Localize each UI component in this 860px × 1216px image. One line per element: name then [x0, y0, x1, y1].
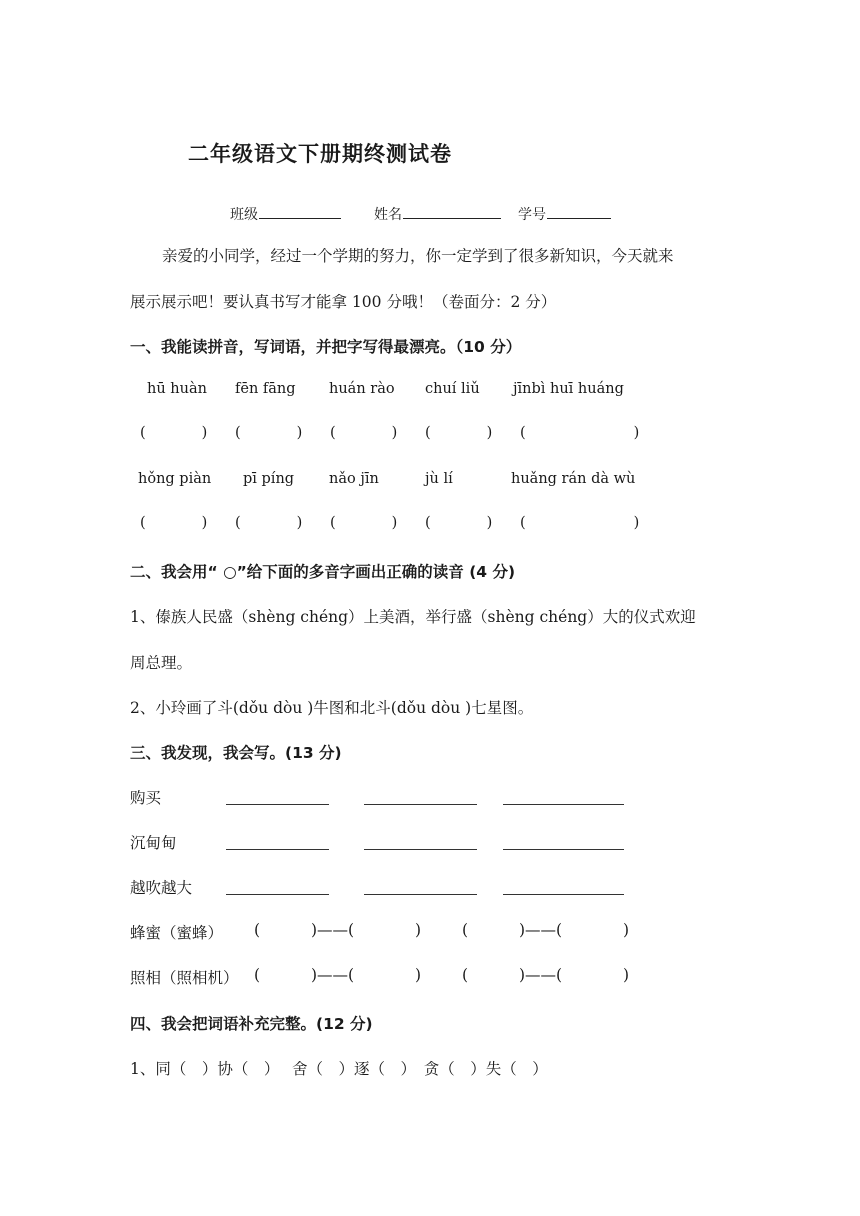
section-2-heading: 二、我会用“ ○”给下面的多音字画出正确的读音 (4 分): [130, 563, 516, 581]
word-row-label: 沉甸甸: [130, 834, 177, 852]
write-blank[interactable]: [364, 849, 477, 850]
pinyin-1-3: huán rào: [329, 381, 395, 397]
answer-box[interactable]: ( ): [330, 515, 398, 531]
pinyin-1-2: fēn fāng: [235, 381, 296, 397]
write-blank[interactable]: [503, 804, 624, 805]
pinyin-2-4: jù lí: [425, 471, 453, 487]
word-row-label: 购买: [130, 789, 162, 807]
name-field: [374, 204, 501, 224]
pair-dash: )——(: [311, 966, 355, 984]
write-blank[interactable]: [226, 804, 329, 805]
pair-open: (: [254, 921, 261, 939]
answer-box[interactable]: ( ): [235, 425, 303, 441]
pinyin-1-5: jīnbì huī huáng: [513, 381, 624, 397]
answer-box[interactable]: ( ): [235, 515, 303, 531]
section-2-q1-line-1: 1、傣族人民盛（shèng chéng）上美酒，举行盛（shèng chéng）大的仪式欢迎: [130, 608, 696, 626]
pair-dash: )——(: [311, 921, 355, 939]
intro-line-1: 亲爱的小同学，经过一个学期的努力，你一定学到了很多新知识，今天就来: [162, 247, 674, 265]
answer-box[interactable]: ( ): [140, 515, 208, 531]
intro-line-2: 展示展示吧！要认真书写才能拿 100 分哦！（卷面分：2 分）: [130, 293, 557, 311]
write-blank[interactable]: [503, 894, 624, 895]
answer-box[interactable]: ( ): [520, 425, 640, 441]
section-2-q1-line-2: 周总理。: [130, 654, 193, 672]
name-blank[interactable]: [403, 204, 501, 219]
answer-box[interactable]: ( ): [425, 515, 493, 531]
class-field: [230, 204, 341, 224]
name-label: 姓名: [374, 207, 402, 223]
pair-close: ): [623, 966, 630, 984]
class-label: 班级: [230, 207, 258, 223]
pair-dash: )——(: [519, 921, 563, 939]
id-field: [518, 204, 611, 224]
id-label: 学号: [518, 207, 546, 223]
write-blank[interactable]: [364, 804, 477, 805]
class-blank[interactable]: [259, 204, 341, 219]
pair-open: (: [462, 921, 469, 939]
write-blank[interactable]: [364, 894, 477, 895]
pair-open: (: [254, 966, 261, 984]
section-4-q1: 1、同（ ）协（ ） 舍（ ）逐（ ） 贪（ ）失（ ）: [130, 1060, 548, 1078]
pair-dash: )——(: [519, 966, 563, 984]
write-blank[interactable]: [226, 894, 329, 895]
pinyin-2-3: nǎo jīn: [329, 471, 379, 487]
word-row-label: 越吹越大: [130, 879, 193, 897]
pinyin-2-2: pī píng: [243, 471, 295, 487]
pinyin-1-4: chuí liǔ: [425, 381, 480, 397]
section-3-heading: 三、我发现，我会写。(13 分): [130, 744, 342, 762]
pinyin-2-1: hǒng piàn: [138, 471, 212, 487]
pair-open: (: [462, 966, 469, 984]
answer-box[interactable]: ( ): [520, 515, 640, 531]
section-1-heading: 一、我能读拼音，写词语，并把字写得最漂亮。（10 分）: [130, 338, 522, 356]
answer-box[interactable]: ( ): [330, 425, 398, 441]
pair-close: ): [623, 921, 630, 939]
section-2-q2: 2、小玲画了斗(dǒu dòu )牛图和北斗(dǒu dòu )七星图。: [130, 699, 534, 717]
answer-box[interactable]: ( ): [425, 425, 493, 441]
pinyin-1-1: hū huàn: [147, 381, 207, 397]
write-blank[interactable]: [226, 849, 329, 850]
pair-close: ): [415, 921, 422, 939]
page-title: 二年级语文下册期终测试卷: [188, 142, 452, 166]
pair-close: ): [415, 966, 422, 984]
write-blank[interactable]: [503, 849, 624, 850]
answer-box[interactable]: ( ): [140, 425, 208, 441]
id-blank[interactable]: [547, 204, 611, 219]
pinyin-2-5: huǎng rán dà wù: [511, 471, 636, 487]
pair-row-label: 照相（照相机）: [130, 969, 239, 987]
pair-row-label: 蜂蜜（蜜蜂）: [130, 924, 224, 942]
section-4-heading: 四、我会把词语补充完整。(12 分): [130, 1015, 373, 1033]
